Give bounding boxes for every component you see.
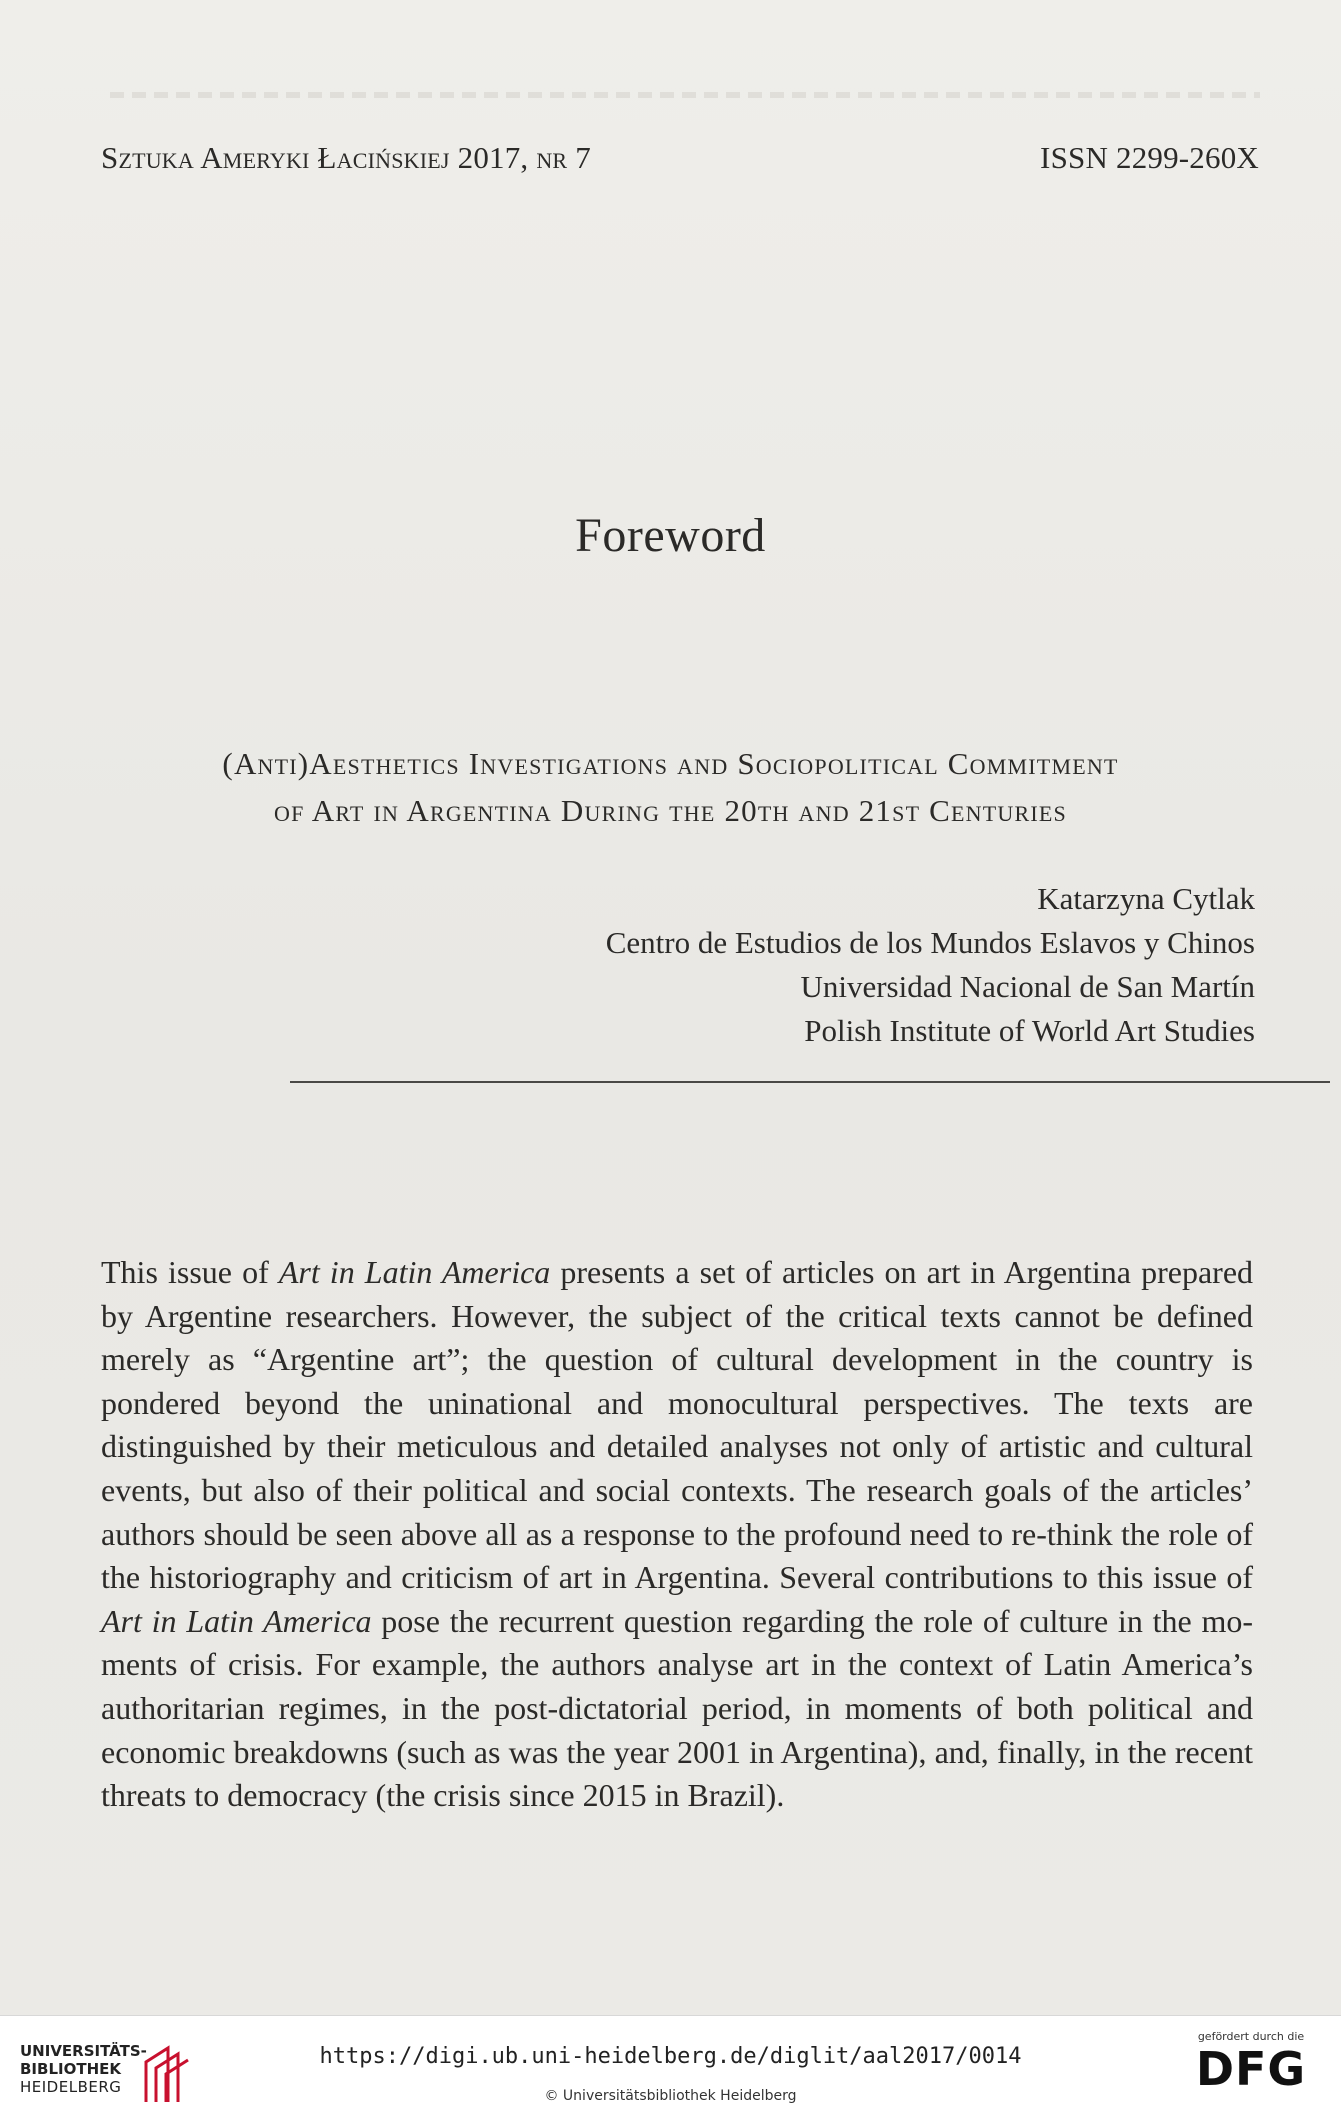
body-text-2: presents a set of articles on art in Argentina prepared by Argentine researchers. However, the subject of the critical texts cannot be defined merely as “Argentine art”; the question of cultural development in the country is pondered beyond the uninational and monocultural perspectives. The texts are distinguished by their meticulous and detailed analyses not only of artistic and cultural events, but also of their political and social contexts. The research goals of the articles’ authors should be seen above all as a response to the profound need to re-think the role of the historiography and criticism of art in Argentina. Several contributions to this issue of [101, 1254, 1254, 1596]
author-block [606, 877, 1255, 1053]
article-title: Foreword [575, 509, 766, 562]
article-subtitle [120, 740, 1221, 834]
subtitle-line-1: (Anti)Aesthetics Investigations and Sociopolitical Commitment [222, 746, 1119, 781]
dfg-funded-by: gefördert durch die [1197, 2030, 1305, 2043]
horizontal-rule [290, 1081, 1330, 1083]
issn: ISSN 2299-260X [1040, 140, 1259, 175]
affiliation-2: Universidad Nacional de San Martín [800, 969, 1255, 1004]
dfg-logo[interactable] [1191, 2030, 1311, 2096]
journal-title-italic-2: Art in Latin America [101, 1602, 372, 1639]
library-name-line-1: UNIVERSITÄTS- [20, 2042, 147, 2060]
body-paragraph [101, 1251, 1253, 1818]
running-header [101, 140, 1259, 176]
affiliation-1: Centro de Estudios de los Mundos Eslavos y Chinos [605, 925, 1255, 960]
author-name: Katarzyna Cytlak [1037, 881, 1255, 916]
journal-title-italic-1: Art in Latin America [278, 1254, 551, 1290]
library-name-line-2: BIBLIOTHEK [20, 2060, 121, 2078]
page-url[interactable]: https://digi.ub.uni-heidelberg.de/diglit/aal2017/0014 [319, 2044, 1022, 2069]
copyright-notice: © Universitätsbibliothek Heidelberg [544, 2088, 797, 2104]
body-text-3: pose the recurrent question regarding the role of culture in the moments of crisis. For example, the authors analyse art in the context of Latin America’s authoritarian regimes, in the post-dictatorial period, in moments of both political and economic breakdowns (such as was the year 2001 in Argentina), and, finally, in the recent threats to democracy (the crisis since 2015 in Brazil). [101, 1602, 1254, 1814]
show-through-text [110, 92, 1260, 98]
affiliation-3: Polish Institute of World Art Studies [804, 1013, 1255, 1048]
dfg-wordmark: DFG [1195, 2042, 1307, 2096]
subtitle-line-2: of Art in Argentina During the 20th and 21st Centuries [274, 793, 1067, 828]
journal-name: Sztuka Ameryki Łacińskiej 2017, nr 7 [101, 140, 591, 175]
library-name-line-3: HEIDELBERG [20, 2078, 122, 2096]
digitization-footer [0, 2015, 1341, 2120]
body-text-1: This issue of [101, 1254, 279, 1290]
